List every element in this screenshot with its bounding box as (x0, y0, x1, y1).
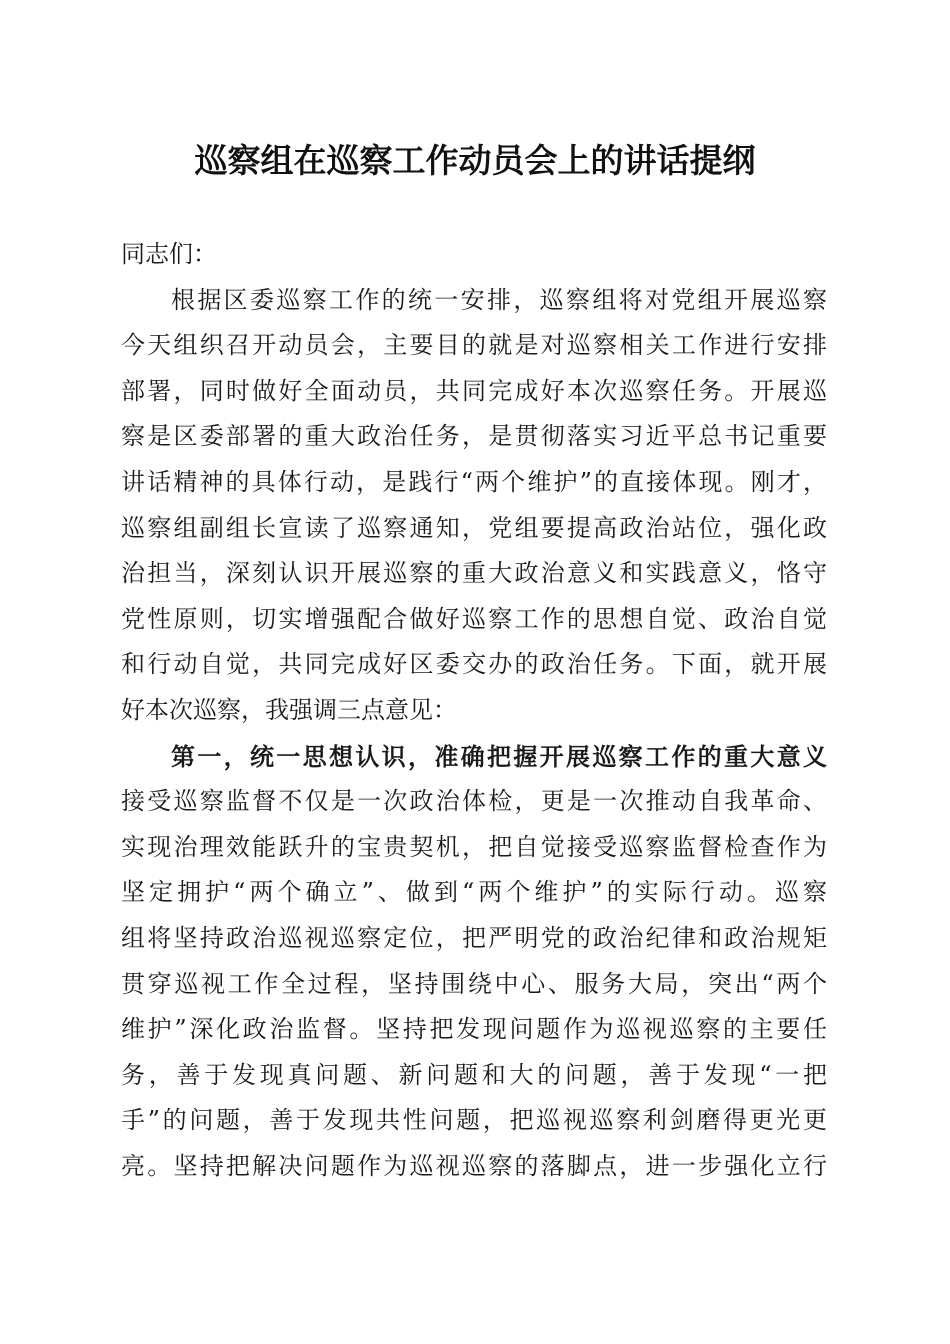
paragraph-line: 手”的问题，善于发现共性问题，把巡视巡察利剑磨得更光更 (121, 1106, 827, 1135)
document-body (121, 232, 827, 1189)
paragraph-line: 贯穿巡视工作全过程，坚持围绕中心、服务大局，突出“两个 (121, 969, 827, 998)
document-title: 巡察组在巡察工作动员会上的讲话提纲 (194, 141, 756, 180)
paragraph-line: 今天组织召开动员会，主要目的就是对巡察相关工作进行安排 (121, 331, 827, 360)
salutation: 同志们： (121, 240, 217, 268)
section-heading: 第一，统一思想认识，准确把握开展巡察工作的重大意义 (171, 741, 827, 771)
paragraph-line: 察是区委部署的重大政治任务，是贯彻落实习近平总书记重要 (121, 422, 827, 451)
paragraph-line: 讲话精神的具体行动，是践行“两个维护”的直接体现。刚才， (121, 467, 827, 496)
paragraph-line: 坚定拥护“两个确立”、做到“两个维护”的实际行动。巡察 (121, 878, 827, 907)
paragraph-line: 部署，同时做好全面动员，共同完成好本次巡察任务。开展巡 (121, 376, 827, 405)
paragraph-line: 党性原则，切实增强配合做好巡察工作的思想自觉、政治自觉 (121, 604, 827, 633)
paragraph-line: 和行动自觉，共同完成好区委交办的政治任务。下面，就开展 (121, 650, 827, 679)
paragraph-line: 根据区委巡察工作的统一安排，巡察组将对党组开展巡察 (171, 285, 827, 314)
paragraph-line: 组将坚持政治巡视巡察定位，把严明党的政治纪律和政治规矩 (121, 923, 827, 952)
paragraph-line: 治担当，深刻认识开展巡察的重大政治意义和实践意义，恪守 (121, 559, 827, 588)
paragraph-line: 维护”深化政治监督。坚持把发现问题作为巡视巡察的主要任 (121, 1015, 827, 1044)
paragraph-line: 好本次巡察，我强调三点意见： (121, 695, 457, 724)
paragraph-line: 接受巡察监督不仅是一次政治体检，更是一次推动自我革命、 (121, 787, 827, 816)
paragraph-line: 巡察组副组长宣读了巡察通知，党组要提高政治站位，强化政 (121, 513, 827, 542)
paragraph-line: 务，善于发现真问题、新问题和大的问题，善于发现“一把 (121, 1060, 827, 1089)
paragraph-line: 亮。坚持把解决问题作为巡视巡察的落脚点，进一步强化立行 (121, 1151, 827, 1180)
paragraph-line: 实现治理效能跃升的宝贵契机，把自觉接受巡察监督检查作为 (121, 832, 827, 861)
